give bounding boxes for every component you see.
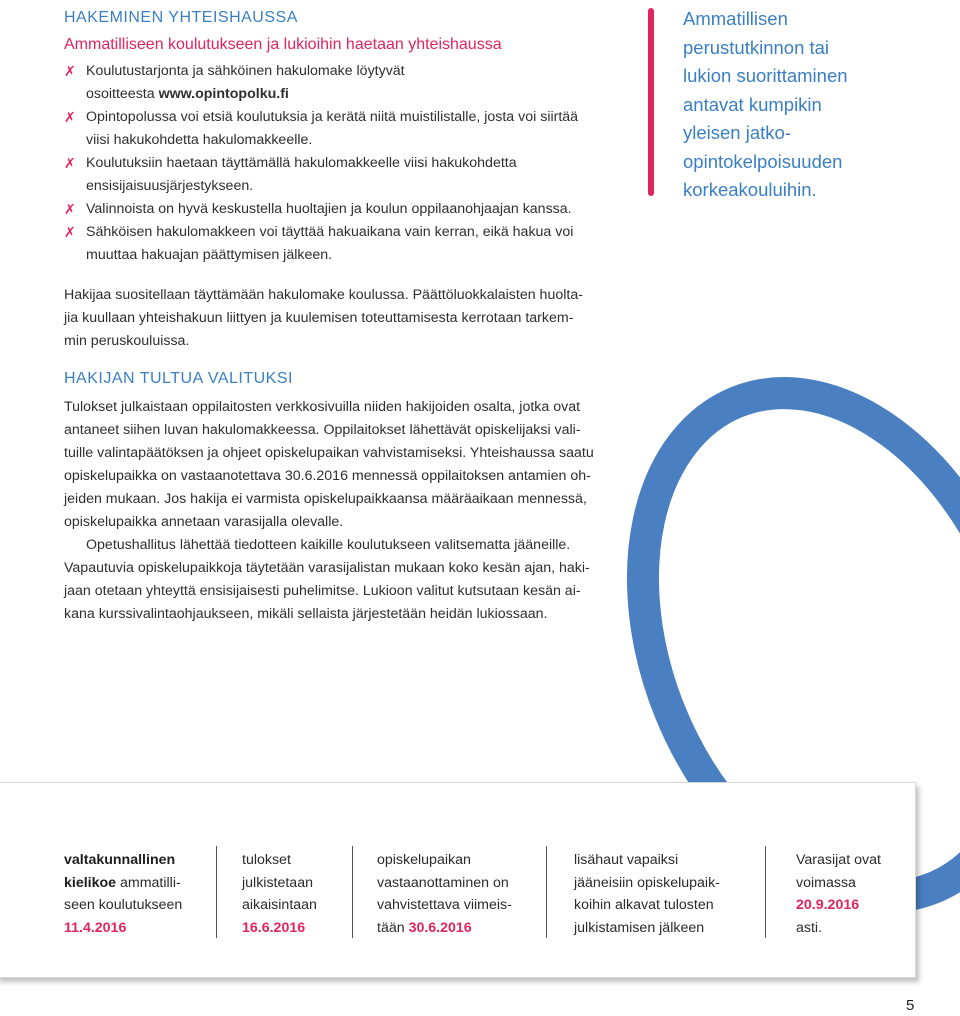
page-number: 5 xyxy=(906,997,915,1014)
date-highlight: 30.6.2016 xyxy=(408,919,472,936)
paragraph-hakulomake: Hakijaa suositellaan täyttämään hakulomake koulussa. Päättöluokkalaisten huolta- jia kuullaan yhteishakuun liittyen ja kuulemisen toteuttamisesta kerrotaan tarkem- min peruskouluissa. xyxy=(64,287,583,349)
section-heading-hakeminen: HAKEMINEN YHTEISHAUSSA xyxy=(64,9,298,26)
cross-mark-icon: ✗ xyxy=(64,201,76,217)
quote-bar xyxy=(648,8,654,196)
section-heading-valituksi: HAKIJAN TULTUA VALITUKSI xyxy=(64,370,293,387)
date-highlight: 11.4.2016 xyxy=(64,919,127,936)
timeline-item-tulokset: tulokset julkistetaan aikaisintaan 16.6.2016 xyxy=(242,852,317,936)
section-subheading: Ammatilliseen koulutukseen ja lukioihin haetaan yhteishaussa xyxy=(64,36,502,53)
paragraph-tulokset: Tulokset julkaistaan oppilaitosten verkkosivuilla niiden hakijoiden osalta, jotka ovat antaneet siihen luvan hakulomakkeessa. Oppilaitokset lähettävät opiskelijaksi vali- tuille valintapäätöksen ja ohjeet opiskelupaikan vahvistamiseksi. Yhteishaussa saatu opiskelupaikka on vastaanotettava 30.6.2016 mennessä oppilaitoksen antamien oh- jeiden mukaan. Jos hakija ei varmista opiskelupaikkaansa määräaikaan mennessä, opiskelupaikka annetaan varasijalla olevalle. xyxy=(64,399,594,530)
date-highlight: 20.9.2016 xyxy=(796,897,860,913)
divider xyxy=(352,846,353,938)
divider xyxy=(765,846,766,938)
timeline-item-kielikoe: valtakunnallinen kielikoe ammatilli- seen koulutukseen 11.4.2016 xyxy=(64,852,183,936)
divider xyxy=(216,846,217,938)
divider xyxy=(546,846,547,938)
bullet-list xyxy=(64,60,644,267)
timeline-item-vastaanotto: opiskelupaikan vastaanottaminen on vahvistettava viimeis- tään 30.6.2016 xyxy=(377,852,512,936)
cross-mark-icon: ✗ xyxy=(64,109,76,125)
list-item: ✗ Koulutustarjonta ja sähköinen hakulomake löytyvät osoitteesta www.opintopolku.fi xyxy=(64,60,644,106)
timeline-item-varasijat: Varasijat ovat voimassa 20.9.2016 asti. xyxy=(796,852,881,936)
list-item: ✗ Opintopolussa voi etsiä koulutuksia ja kerätä niitä muistilistalle, josta voi siirtää viisi hakukohdetta hakulomakkeelle. xyxy=(64,106,644,152)
cross-mark-icon: ✗ xyxy=(64,155,76,171)
opintopolku-link[interactable]: www.opintopolku.fi xyxy=(158,86,289,102)
paragraph-opetushallitus: Opetushallitus lähettää tiedotteen kaikille koulutukseen valitsematta jääneille. Vapautuvia opiskelupaikkoja täytetään varasijalistan mukaan koko kesän ajan, haki- jaan otetaan yhteyttä ensisijaisesti puhelimitse. Lukioon valitut kutsutaan kesän ai- kana kurssivalintaohjaukseen, mikäli sellaista järjestetään heidän lukiossaan. xyxy=(64,537,590,622)
list-item: ✗ Koulutuksiin haetaan täyttämällä hakulomakkeelle viisi hakukohdetta ensisijaisuusjärjestykseen. xyxy=(64,152,644,198)
timeline-item-lisahaut: lisähaut vapaiksi jääneisiin opiskelupaik- koihin alkavat tulosten julkistamisen jälkeen xyxy=(574,852,720,936)
pull-quote: Ammatillisen perustutkinnon tai lukion suorittaminen antavat kumpikin yleisen jatko- opintokelpoisuuden korkeakouluihin. xyxy=(683,8,848,200)
list-item: ✗ Sähköisen hakulomakkeen voi täyttää hakuaikana vain kerran, eikä hakua voi muuttaa hakuajan päättymisen jälkeen. xyxy=(64,221,644,267)
cross-mark-icon: ✗ xyxy=(64,63,76,79)
list-item: ✗ Valinnoista on hyvä keskustella huoltajien ja koulun oppilaanohjaajan kanssa. xyxy=(64,198,644,221)
cross-mark-icon: ✗ xyxy=(64,224,76,240)
date-highlight: 16.6.2016 xyxy=(242,919,306,936)
